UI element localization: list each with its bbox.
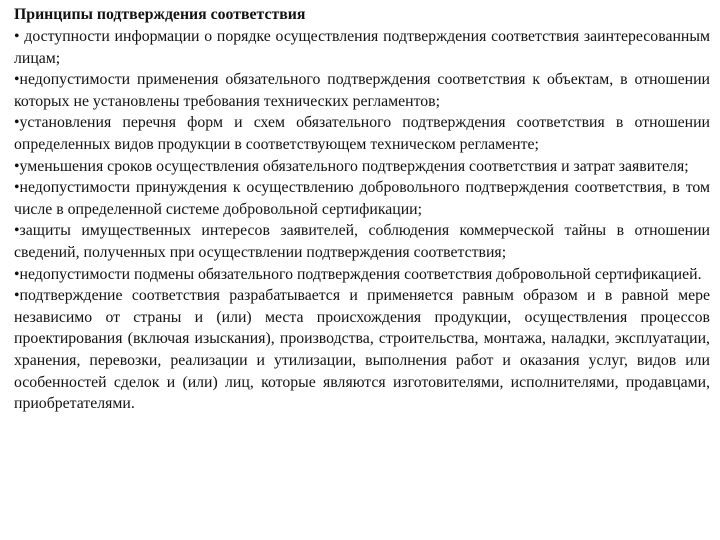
list-item-7: •недопустимости подмены обязательного подтверждения соответствия добровольной сертификацией. [14,265,702,283]
list-item-5: •недопустимости принуждения к осуществлению добровольного подтверждения соответствия, в том числе в определенной системе добровольной сертификации; [14,179,710,218]
slide-content [14,4,710,415]
list-item-8: •подтверждение соответствия разрабатывается и применяется равным образом и в равной мере независимо от страны и (или) места происхождения продукции, осуществления процессов проектирования (включая изыскания), производства, строительства, монтажа, наладки, эксплуатации, хранения, перевозки, реализации и утилизации, выполнения работ и оказания услуг, видов или особенностей сделок и (или) лиц, которые являются изготовителями, исполнителями, продавцами, приобретателями. [14,287,710,413]
list-item-1: • доступности информации о порядке осуществления подтверждения соответствия заинтересованным лицам; [14,28,710,67]
list-item-3: •установления перечня форм и схем обязательного подтверждения соответствия в отношении определенных видов продукции в соответствующем техническом регламенте; [14,114,710,153]
list-item-4: •уменьшения сроков осуществления обязательного подтверждения соответствия и затрат заявителя; [14,157,689,175]
list-item-2: •недопустимости применения обязательного подтверждения соответствия к объектам, в отношении которых не установлены требования технических регламентов; [14,71,710,110]
page-title: Принципы подтверждения соответствия [14,6,306,23]
list-item-6: •защиты имущественных интересов заявителей, соблюдения коммерческой тайны в отношении сведений, полученных при осуществлении подтверждения соответствия; [14,222,710,261]
